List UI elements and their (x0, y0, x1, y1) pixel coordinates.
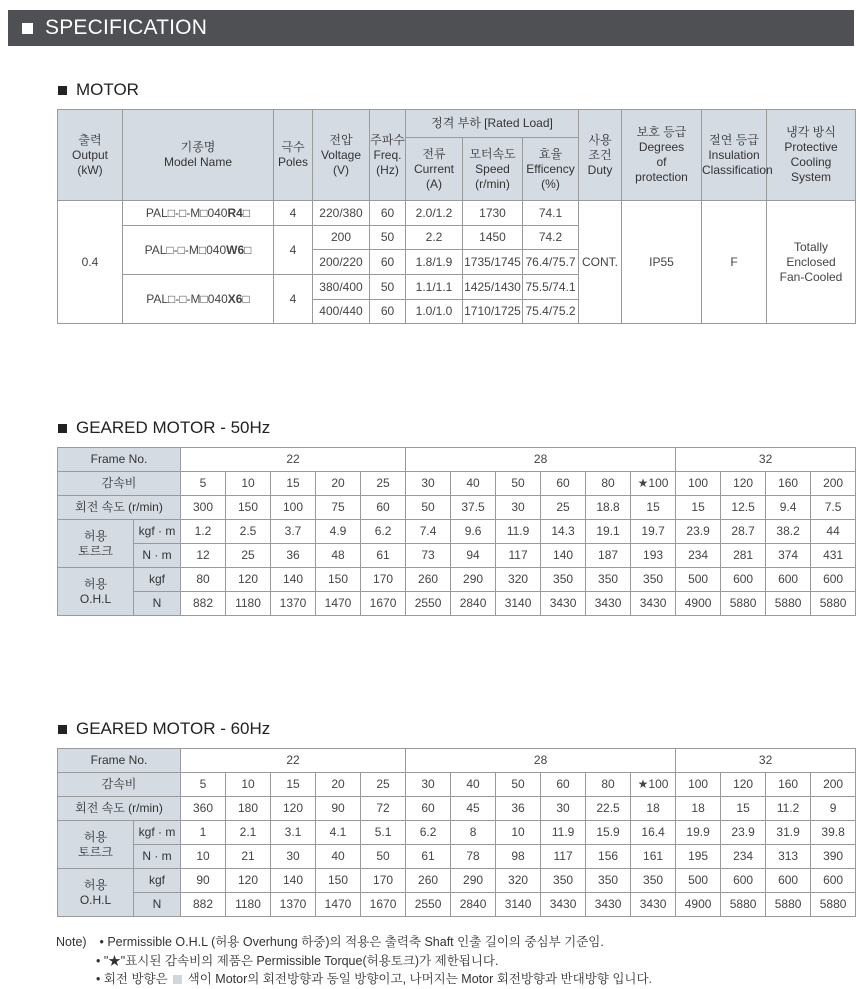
frame-row (58, 448, 856, 472)
note-line-3 (96, 969, 652, 987)
speed-value: 7.5 (811, 496, 856, 520)
frame-value: 28 (406, 448, 676, 472)
speed-value: 30 (496, 496, 541, 520)
torque-kgfm-value: 38.2 (766, 520, 811, 544)
ohl-n-value: 2550 (406, 893, 451, 917)
torque-nm-row (58, 845, 856, 869)
ratio-label: 감속비 (58, 472, 181, 496)
poles-value: 4 (274, 201, 313, 226)
ratio-value: 20 (316, 472, 361, 496)
nm-label: N · m (134, 845, 181, 869)
ratio-value: 100 (676, 472, 721, 496)
ohl-kgf-value: 290 (451, 568, 496, 592)
speed-value: 75 (316, 496, 361, 520)
torque-kgfm-value: 6.2 (406, 821, 451, 845)
motor-section-title (58, 80, 139, 100)
ratio-value: 5 (181, 773, 226, 797)
speed-value: 9.4 (766, 496, 811, 520)
banner-title: SPECIFICATION (45, 16, 208, 39)
torque-kgfm-value: 23.9 (721, 821, 766, 845)
torque-nm-value: 48 (316, 544, 361, 568)
ratio-value: 100 (676, 773, 721, 797)
torque-kgfm-value: 2.1 (226, 821, 271, 845)
voltage-value: 200 (313, 226, 370, 250)
torque-kgfm-value: 19.9 (676, 821, 721, 845)
poles-value: 4 (274, 226, 313, 275)
ohl-n-value: 1470 (316, 592, 361, 616)
ohl-kgf-value: 600 (811, 869, 856, 893)
speed-value: 120 (271, 797, 316, 821)
ohl-n-value: 3430 (541, 592, 586, 616)
ratio-value: 50 (496, 773, 541, 797)
torque-nm-value: 161 (631, 845, 676, 869)
torque-kgfm-row (58, 520, 856, 544)
cooling-value: Totally Enclosed Fan-Cooled (767, 201, 856, 324)
note-text: • Permissible O.H.L (허용 Overhung 하중)의 적용은 출력축 Shaft 인출 길이의 중심부 기준임. (99, 935, 604, 949)
ohl-kgf-value: 140 (271, 869, 316, 893)
model-name: PAL□-□-M□040X6□ (123, 275, 274, 324)
torque-nm-value: 195 (676, 845, 721, 869)
speed-value: 22.5 (586, 797, 631, 821)
torque-kgfm-value: 15.9 (586, 821, 631, 845)
speed-value: 1425/1430 (463, 275, 523, 300)
torque-nm-value: 12 (181, 544, 226, 568)
torque-nm-value: 73 (406, 544, 451, 568)
torque-kgfm-value: 6.2 (361, 520, 406, 544)
ratio-value: 80 (586, 472, 631, 496)
torque-nm-value: 193 (631, 544, 676, 568)
protection-value: IP55 (622, 201, 702, 324)
speed-value: 1710/1725 (463, 300, 523, 324)
torque-nm-value: 50 (361, 845, 406, 869)
torque-nm-value: 374 (766, 544, 811, 568)
ratio-row (58, 773, 856, 797)
speed-value: 11.2 (766, 797, 811, 821)
torque-kgfm-value: 31.9 (766, 821, 811, 845)
square-bullet-icon (58, 725, 67, 734)
torque-kgfm-value: 7.4 (406, 520, 451, 544)
ohl-n-value: 1370 (271, 592, 316, 616)
ratio-value: 20 (316, 773, 361, 797)
torque-kgfm-value: 8 (451, 821, 496, 845)
torque-nm-value: 78 (451, 845, 496, 869)
header-efficiency: 효율 Efficency (%) (523, 138, 579, 201)
ohl-kgf-value: 140 (271, 568, 316, 592)
freq-value: 60 (370, 201, 406, 226)
note-line-2 (96, 951, 498, 969)
speed-value: 9 (811, 797, 856, 821)
speed-value: 60 (406, 797, 451, 821)
ohl-n-value: 3430 (541, 893, 586, 917)
torque-label: 허용 토르크 (58, 821, 134, 869)
ratio-value: 120 (721, 773, 766, 797)
speed-value: 15 (676, 496, 721, 520)
ohl-kgf-value: 350 (541, 869, 586, 893)
freq-value: 50 (370, 226, 406, 250)
torque-kgfm-value: 3.1 (271, 821, 316, 845)
torque-nm-value: 21 (226, 845, 271, 869)
speed-label: 회전 속도 (r/min) (58, 496, 181, 520)
nm-label: N · m (134, 544, 181, 568)
speed-row (58, 797, 856, 821)
ratio-value: 120 (721, 472, 766, 496)
ohl-n-value: 1670 (361, 592, 406, 616)
speed-value: 180 (226, 797, 271, 821)
ohl-kgf-value: 80 (181, 568, 226, 592)
speed-value: 60 (361, 496, 406, 520)
torque-nm-value: 40 (316, 845, 361, 869)
current-value: 1.0/1.0 (406, 300, 463, 324)
torque-nm-value: 117 (541, 845, 586, 869)
torque-nm-value: 61 (406, 845, 451, 869)
ratio-value: 25 (361, 472, 406, 496)
ohl-kgf-value: 500 (676, 869, 721, 893)
speed-value: 90 (316, 797, 361, 821)
frame-value: 22 (181, 448, 406, 472)
ohl-kgf-value: 500 (676, 568, 721, 592)
ohl-n-value: 5880 (811, 893, 856, 917)
ohl-kgf-value: 600 (766, 869, 811, 893)
note-label: Note) (56, 935, 87, 949)
ohl-n-value: 5880 (766, 893, 811, 917)
torque-kgfm-value: 3.7 (271, 520, 316, 544)
voltage-value: 400/440 (313, 300, 370, 324)
header-voltage: 전압 Voltage (V) (313, 110, 370, 201)
torque-kgfm-value: 19.1 (586, 520, 631, 544)
ohl-n-value: 3430 (631, 592, 676, 616)
torque-kgfm-value: 4.1 (316, 821, 361, 845)
frame-value: 28 (406, 749, 676, 773)
torque-nm-value: 25 (226, 544, 271, 568)
speed-value: 36 (496, 797, 541, 821)
ratio-value: 25 (361, 773, 406, 797)
ohl-kgf-row (58, 869, 856, 893)
ohl-n-row (58, 592, 856, 616)
ohl-n-value: 3140 (496, 893, 541, 917)
header-rated-load: 정격 부하 [Rated Load] (406, 110, 579, 138)
ohl-kgf-value: 600 (721, 869, 766, 893)
ratio-value: 15 (271, 472, 316, 496)
gear50-table (57, 447, 856, 616)
torque-kgfm-value: 9.6 (451, 520, 496, 544)
header-freq: 주파수 Freq. (Hz) (370, 110, 406, 201)
ohl-n-value: 5880 (766, 592, 811, 616)
square-bullet-icon (22, 23, 33, 34)
duty-value: CONT. (579, 201, 622, 324)
speed-value: 1730 (463, 201, 523, 226)
speed-value: 72 (361, 797, 406, 821)
speed-label: 회전 속도 (r/min) (58, 797, 181, 821)
header-duty: 사용 조건 Duty (579, 110, 622, 201)
speed-value: 30 (541, 797, 586, 821)
ohl-n-value: 882 (181, 893, 226, 917)
torque-kgfm-value: 11.9 (496, 520, 541, 544)
torque-nm-value: 10 (181, 845, 226, 869)
ohl-kgf-value: 150 (316, 568, 361, 592)
ratio-value: 200 (811, 773, 856, 797)
ohl-kgf-value: 600 (811, 568, 856, 592)
header-speed: 모터속도 Speed (r/min) (463, 138, 523, 201)
ohl-kgf-value: 350 (541, 568, 586, 592)
output-value: 0.4 (58, 201, 123, 324)
torque-kgfm-value: 1.2 (181, 520, 226, 544)
ratio-value: 60 (541, 773, 586, 797)
ohl-kgf-value: 350 (586, 869, 631, 893)
torque-kgfm-value: 4.9 (316, 520, 361, 544)
ohl-n-value: 5880 (811, 592, 856, 616)
ratio-value: 160 (766, 773, 811, 797)
ohl-kgf-value: 170 (361, 869, 406, 893)
speed-value: 50 (406, 496, 451, 520)
n-label: N (134, 592, 181, 616)
ohl-n-value: 3140 (496, 592, 541, 616)
efficiency-value: 74.1 (523, 201, 579, 226)
ohl-n-value: 1370 (271, 893, 316, 917)
ohl-kgf-value: 320 (496, 568, 541, 592)
voltage-value: 380/400 (313, 275, 370, 300)
ohl-kgf-row (58, 568, 856, 592)
torque-kgfm-value: 19.7 (631, 520, 676, 544)
frame-label: Frame No. (58, 749, 181, 773)
ohl-n-value: 1670 (361, 893, 406, 917)
ratio-value: 10 (226, 773, 271, 797)
square-bullet-icon (58, 424, 67, 433)
gear50-section-title (58, 418, 270, 438)
speed-value: 45 (451, 797, 496, 821)
speed-value: 18 (676, 797, 721, 821)
speed-value: 12.5 (721, 496, 766, 520)
speed-row (58, 496, 856, 520)
efficiency-value: 74.2 (523, 226, 579, 250)
efficiency-value: 76.4/75.7 (523, 250, 579, 275)
voltage-value: 220/380 (313, 201, 370, 226)
efficiency-value: 75.5/74.1 (523, 275, 579, 300)
ratio-value: 60 (541, 472, 586, 496)
note-line-1 (56, 932, 604, 950)
torque-kgfm-value: 1 (181, 821, 226, 845)
torque-nm-row (58, 544, 856, 568)
speed-value: 150 (226, 496, 271, 520)
kgfm-label: kgf · m (134, 520, 181, 544)
ohl-kgf-value: 120 (226, 568, 271, 592)
torque-kgfm-value: 39.8 (811, 821, 856, 845)
n-label: N (134, 893, 181, 917)
speed-value: 1735/1745 (463, 250, 523, 275)
ratio-value: 80 (586, 773, 631, 797)
freq-value: 60 (370, 300, 406, 324)
ohl-kgf-value: 350 (631, 869, 676, 893)
torque-nm-value: 313 (766, 845, 811, 869)
freq-value: 50 (370, 275, 406, 300)
torque-nm-value: 117 (496, 544, 541, 568)
ohl-n-value: 882 (181, 592, 226, 616)
frame-row (58, 749, 856, 773)
gear60-title: GEARED MOTOR - 60Hz (76, 719, 271, 738)
note-text: • "★"표시된 감속비의 제품은 Permissible Torque(허용토크)가 제한됩니다. (96, 954, 499, 968)
ohl-n-value: 5880 (721, 592, 766, 616)
freq-value: 60 (370, 250, 406, 275)
ratio-label: 감속비 (58, 773, 181, 797)
ratio-value: 40 (451, 773, 496, 797)
torque-kgfm-value: 5.1 (361, 821, 406, 845)
ohl-n-value: 2840 (451, 592, 496, 616)
spec-banner (8, 10, 854, 46)
ohl-kgf-value: 350 (631, 568, 676, 592)
torque-nm-value: 390 (811, 845, 856, 869)
header-insulation: 절연 등급 Insulation Classification (702, 110, 767, 201)
speed-value: 15 (631, 496, 676, 520)
note-text: 색이 Motor의 회전방향과 동일 방향이고, 나머지는 Motor 회전방향과 반대방향 입니다. (187, 972, 653, 986)
voltage-value: 200/220 (313, 250, 370, 275)
ohl-n-value: 5880 (721, 893, 766, 917)
current-value: 2.2 (406, 226, 463, 250)
efficiency-value: 75.4/75.2 (523, 300, 579, 324)
ratio-row (58, 472, 856, 496)
torque-kgfm-value: 10 (496, 821, 541, 845)
torque-nm-value: 281 (721, 544, 766, 568)
ohl-kgf-value: 170 (361, 568, 406, 592)
gear60-section-title (58, 719, 270, 739)
ratio-value: 30 (406, 773, 451, 797)
ratio-value: 30 (406, 472, 451, 496)
ohl-kgf-value: 600 (766, 568, 811, 592)
ohl-kgf-value: 320 (496, 869, 541, 893)
ohl-kgf-value: 600 (721, 568, 766, 592)
torque-nm-value: 431 (811, 544, 856, 568)
kgf-label: kgf (134, 568, 181, 592)
ohl-n-row (58, 893, 856, 917)
current-value: 1.1/1.1 (406, 275, 463, 300)
ratio-value: 15 (271, 773, 316, 797)
speed-value: 37.5 (451, 496, 496, 520)
ohl-label: 허용 O.H.L (58, 568, 134, 616)
model-name: PAL□-□-M□040R4□ (123, 201, 274, 226)
table-row (58, 201, 856, 226)
ratio-value: 40 (451, 472, 496, 496)
speed-value: 18.8 (586, 496, 631, 520)
ohl-n-value: 3430 (631, 893, 676, 917)
frame-label: Frame No. (58, 448, 181, 472)
speed-value: 15 (721, 797, 766, 821)
ratio-value: 200 (811, 472, 856, 496)
current-value: 2.0/1.2 (406, 201, 463, 226)
ohl-n-value: 1180 (226, 893, 271, 917)
torque-kgfm-value: 28.7 (721, 520, 766, 544)
torque-nm-value: 156 (586, 845, 631, 869)
current-value: 1.8/1.9 (406, 250, 463, 275)
ratio-value: ★100 (631, 773, 676, 797)
square-bullet-icon (58, 86, 67, 95)
speed-value: 360 (181, 797, 226, 821)
speed-value: 18 (631, 797, 676, 821)
torque-kgfm-value: 2.5 (226, 520, 271, 544)
ohl-n-value: 2840 (451, 893, 496, 917)
motor-table (57, 109, 856, 324)
ratio-value: 50 (496, 472, 541, 496)
insulation-value: F (702, 201, 767, 324)
gear60-table (57, 748, 856, 917)
ratio-value: ★100 (631, 472, 676, 496)
torque-nm-value: 140 (541, 544, 586, 568)
model-name: PAL□-□-M□040W6□ (123, 226, 274, 275)
torque-nm-value: 234 (676, 544, 721, 568)
header-cooling: 냉각 방식 Protective Cooling System (767, 110, 856, 201)
torque-kgfm-value: 11.9 (541, 821, 586, 845)
ohl-n-value: 3430 (586, 592, 631, 616)
ratio-value: 5 (181, 472, 226, 496)
ohl-label: 허용 O.H.L (58, 869, 134, 917)
header-poles: 극수 Poles (274, 110, 313, 201)
header-current: 전류 Current (A) (406, 138, 463, 201)
frame-value: 32 (676, 749, 856, 773)
ohl-kgf-value: 260 (406, 869, 451, 893)
ohl-kgf-value: 260 (406, 568, 451, 592)
ohl-n-value: 4900 (676, 592, 721, 616)
torque-nm-value: 98 (496, 845, 541, 869)
ohl-n-value: 4900 (676, 893, 721, 917)
frame-value: 22 (181, 749, 406, 773)
header-model: 기종명 Model Name (123, 110, 274, 201)
torque-nm-value: 187 (586, 544, 631, 568)
ohl-kgf-value: 120 (226, 869, 271, 893)
header-output: 출력 Output (kW) (58, 110, 123, 201)
gray-square-icon (173, 975, 182, 984)
torque-kgfm-row (58, 821, 856, 845)
ohl-n-value: 3430 (586, 893, 631, 917)
frame-value: 32 (676, 448, 856, 472)
motor-title: MOTOR (76, 80, 139, 99)
torque-kgfm-value: 16.4 (631, 821, 676, 845)
kgfm-label: kgf · m (134, 821, 181, 845)
ratio-value: 10 (226, 472, 271, 496)
ohl-n-value: 1470 (316, 893, 361, 917)
ohl-kgf-value: 350 (586, 568, 631, 592)
note-text: • 회전 방향은 (96, 972, 168, 986)
kgf-label: kgf (134, 869, 181, 893)
torque-nm-value: 61 (361, 544, 406, 568)
header-protection: 보호 등급 Degrees of protection (622, 110, 702, 201)
torque-kgfm-value: 14.3 (541, 520, 586, 544)
torque-nm-value: 94 (451, 544, 496, 568)
ohl-n-value: 1180 (226, 592, 271, 616)
ohl-kgf-value: 290 (451, 869, 496, 893)
ohl-kgf-value: 90 (181, 869, 226, 893)
ohl-kgf-value: 150 (316, 869, 361, 893)
gear50-title: GEARED MOTOR - 50Hz (76, 418, 271, 437)
ohl-n-value: 2550 (406, 592, 451, 616)
ratio-value: 160 (766, 472, 811, 496)
speed-value: 100 (271, 496, 316, 520)
poles-value: 4 (274, 275, 313, 324)
torque-kgfm-value: 23.9 (676, 520, 721, 544)
torque-nm-value: 30 (271, 845, 316, 869)
speed-value: 300 (181, 496, 226, 520)
torque-nm-value: 234 (721, 845, 766, 869)
torque-label: 허용 토르크 (58, 520, 134, 568)
torque-nm-value: 36 (271, 544, 316, 568)
torque-kgfm-value: 44 (811, 520, 856, 544)
speed-value: 1450 (463, 226, 523, 250)
speed-value: 25 (541, 496, 586, 520)
